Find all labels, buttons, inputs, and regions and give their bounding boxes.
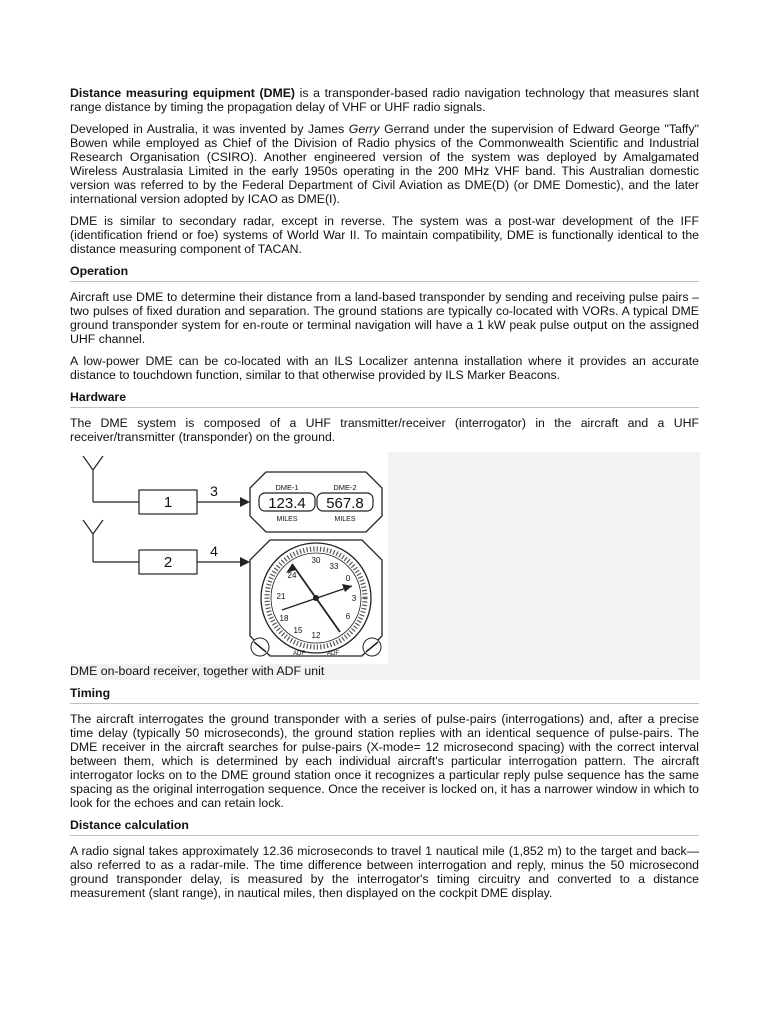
adf-instrument [250, 540, 382, 657]
dme2-value: 567.8 [326, 495, 364, 512]
arrow-head-2 [240, 557, 250, 567]
hardware-paragraph: The DME system is composed of a UHF transmitter/receiver (interrogator) in the aircraft and a UHF receiver/transmitter (transponder) on the ground. [70, 416, 699, 444]
antenna-1-icon [83, 456, 103, 502]
dial-number: 12 [311, 631, 321, 640]
hardware-heading: Hardware [70, 390, 699, 408]
operation-paragraph-2: A low-power DME can be co-located with an ILS Localizer antenna installation where it provides an accurate distance to touchdown function, similar to that otherwise provided by ILS Marker Beacons. [70, 354, 699, 382]
timing-heading: Timing [70, 686, 699, 704]
antenna-2-icon [83, 520, 103, 562]
dme2-unit: MILES [334, 516, 356, 523]
intro-paragraph [70, 86, 699, 114]
adf-knob-left-icon [251, 638, 269, 656]
dme1-value: 123.4 [268, 495, 306, 512]
box-1-label: 1 [163, 494, 173, 511]
adf-label-2: ADF [327, 651, 339, 657]
history-text-b: Gerrand under the supervision of Edward George "Taffy" Bowen while employed as Chief of the Division of Radio physics of the Commonwealth Scientific and Industrial Research Organisation (CSIRO). Another engineered version of the system was deployed by Amalgamated Wireless Australasia Limited in the early 1950s operating in the 200 MHz VHF band. This Australian domestic version was referred to by the Federal Department of Civil Aviation as DME(D) (or DME Domestic), and the later international version adopted by ICAO as DME(I). [70, 122, 699, 206]
dme-figure [70, 452, 700, 680]
dial-number: 21 [276, 592, 286, 601]
arrow-2-label: 4 [210, 543, 218, 559]
arrow-1-label: 3 [210, 483, 218, 499]
nickname-italic: Gerry [348, 122, 380, 136]
dme2-label: DME-2 [333, 483, 357, 492]
comparison-paragraph: DME is similar to secondary radar, except in reverse. The system was a post-war development of the IFF (identification friend or foe) systems of World War II. To maintain compatibility, DME is functionally identical to the distance measuring component of TACAN. [70, 214, 699, 256]
distance-heading: Distance calculation [70, 818, 699, 836]
operation-paragraph-1: Aircraft use DME to determine their distance from a land-based transponder by sending and receiving pulse pairs – two pulses of fixed duration and separation. The ground stations are typically co-located with VORs. A typical DME ground transponder system for en-route or terminal navigation will have a 1 kW peak pulse output on the assigned UHF channel. [70, 290, 699, 346]
distance-paragraph: A radio signal takes approximately 12.36 microseconds to travel 1 nautical mile (1,852 m) to the target and back—also referred to as a radar-mile. The time difference between interrogation and reply, minus the 50 microsecond ground transponder delay, is measured by the interrogator's timing circuitry and converted to a distance measurement (slant range), in nautical miles, then displayed on the cockpit DME display. [70, 844, 699, 900]
box-2-label: 2 [163, 554, 173, 571]
dme1-unit: MILES [276, 516, 298, 523]
adf-label-1: ADF [293, 651, 305, 657]
history-paragraph [70, 122, 699, 206]
dme-display [250, 472, 382, 532]
dme-term: Distance measuring equipment (DME) [70, 86, 296, 100]
dial-number: 6 [345, 612, 351, 621]
adf-knob-right-icon [363, 638, 381, 656]
operation-heading: Operation [70, 264, 699, 282]
dme1-label: DME-1 [275, 483, 299, 492]
article [70, 86, 699, 908]
figure-caption: DME on-board receiver, together with ADF unit [70, 664, 325, 678]
dial-number: 18 [279, 614, 289, 623]
dial-number: 3 [351, 594, 357, 603]
dme-diagram [70, 452, 388, 664]
intro-text: is a transponder-based radio navigation technology that measures slant range distance by timing the propagation delay of VHF or UHF radio signals. [70, 86, 699, 114]
history-text-a: Developed in Australia, it was invented by James [70, 122, 349, 136]
arrow-head-1 [240, 497, 250, 507]
dial-number: 0 [345, 574, 351, 583]
dial-number: 15 [293, 626, 303, 635]
dial-number: 24 [287, 571, 297, 580]
dial-number: 33 [329, 562, 339, 571]
dial-number: 30 [311, 556, 321, 565]
timing-paragraph: The aircraft interrogates the ground transponder with a series of pulse-pairs (interrogations) and, after a precise time delay (typically 50 microseconds), the ground station replies with an identical sequence of pulse-pairs. The DME receiver in the aircraft searches for pulse-pairs (X-mode= 12 microsecond spacing) with the correct interval between them, which is determined by each individual aircraft's particular interrogation pattern. The aircraft interrogator locks on to the DME ground station once it recognizes a particular reply pulse sequence has the same spacing as the original interrogation sequence. Once the receiver is locked on, it has a narrower window in which to look for the echoes and can retain lock. [70, 712, 699, 810]
